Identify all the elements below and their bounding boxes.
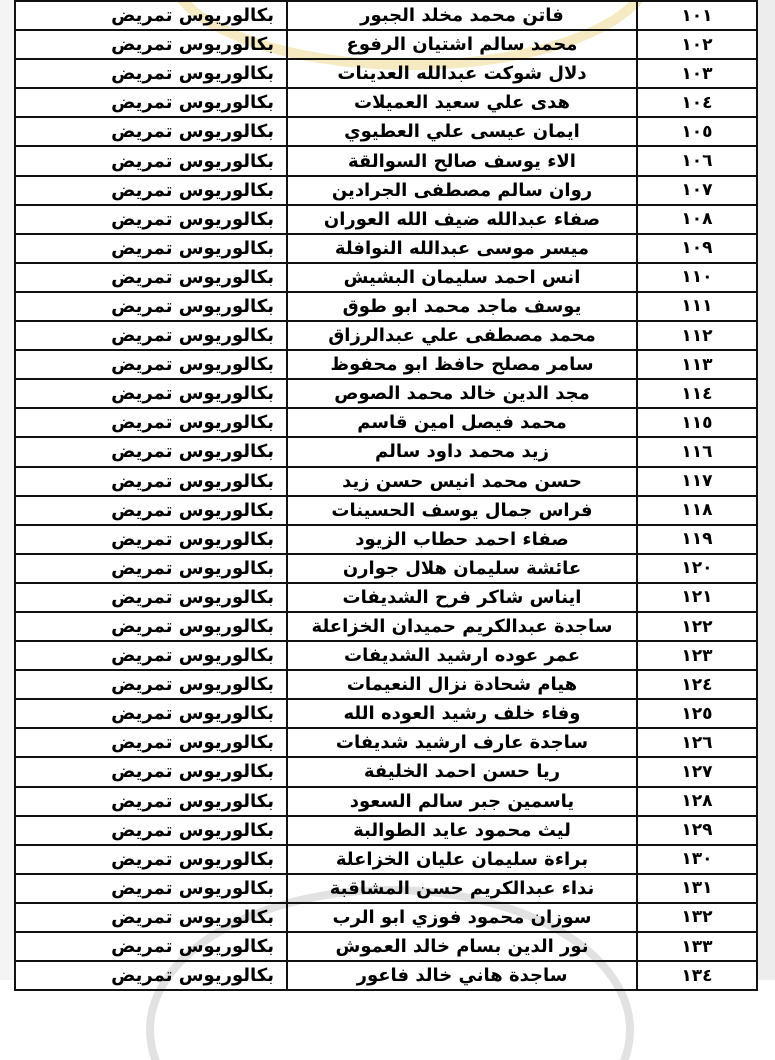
table-row	[15, 350, 757, 379]
student-name: محمد سالم اشتيان الرفوع	[287, 30, 637, 59]
row-number: ١٢٩	[637, 816, 757, 845]
student-name: الاء يوسف صالح السوالقة	[287, 146, 637, 175]
row-number: ١٠٩	[637, 234, 757, 263]
table-row	[15, 146, 757, 175]
degree-program: بكالوريوس تمريض	[15, 583, 287, 612]
table-row	[15, 205, 757, 234]
scan-right-margin	[758, 0, 775, 980]
degree-program: بكالوريوس تمريض	[15, 670, 287, 699]
table-row	[15, 263, 757, 292]
row-number: ١٢٣	[637, 641, 757, 670]
table-row	[15, 874, 757, 903]
student-name: يوسف ماجد محمد ابو طوق	[287, 292, 637, 321]
degree-program: بكالوريوس تمريض	[15, 88, 287, 117]
table-row	[15, 961, 757, 990]
student-name: ايناس شاكر فرح الشديفات	[287, 583, 637, 612]
row-number: ١١٦	[637, 437, 757, 466]
degree-program: بكالوريوس تمريض	[15, 59, 287, 88]
table-row	[15, 757, 757, 786]
row-number: ١٠٨	[637, 205, 757, 234]
row-number: ١١١	[637, 292, 757, 321]
table-row	[15, 525, 757, 554]
table-row	[15, 641, 757, 670]
student-name: محمد فيصل امين قاسم	[287, 408, 637, 437]
student-name: مجد الدين خالد محمد الصوص	[287, 379, 637, 408]
degree-program: بكالوريوس تمريض	[15, 30, 287, 59]
row-number: ١٣٠	[637, 845, 757, 874]
degree-program: بكالوريوس تمريض	[15, 816, 287, 845]
table-row	[15, 408, 757, 437]
row-number: ١٠٣	[637, 59, 757, 88]
degree-program: بكالوريوس تمريض	[15, 641, 287, 670]
student-name: عائشة سليمان هلال جوارن	[287, 554, 637, 583]
row-number: ١٠٦	[637, 146, 757, 175]
student-name: دلال شوكت عبدالله العدينات	[287, 59, 637, 88]
scan-left-margin	[0, 0, 14, 980]
student-name: زيد محمد داود سالم	[287, 437, 637, 466]
table-row	[15, 292, 757, 321]
degree-program: بكالوريوس تمريض	[15, 117, 287, 146]
table-row	[15, 932, 757, 961]
row-number: ١٢٥	[637, 699, 757, 728]
degree-program: بكالوريوس تمريض	[15, 234, 287, 263]
row-number: ١١٥	[637, 408, 757, 437]
student-name: فراس جمال يوسف الحسينات	[287, 496, 637, 525]
table-row	[15, 176, 757, 205]
table-row	[15, 1, 757, 30]
degree-program: بكالوريوس تمريض	[15, 903, 287, 932]
table-row	[15, 787, 757, 816]
degree-program: بكالوريوس تمريض	[15, 787, 287, 816]
row-number: ١٠٧	[637, 176, 757, 205]
degree-program: بكالوريوس تمريض	[15, 525, 287, 554]
student-name: حسن محمد انيس حسن زيد	[287, 467, 637, 496]
student-name: انس احمد سليمان البشيش	[287, 263, 637, 292]
student-name: عمر عوده ارشيد الشديفات	[287, 641, 637, 670]
student-name: ساجدة عبدالكريم حميدان الخزاعلة	[287, 612, 637, 641]
student-name: صفاء احمد حطاب الزيود	[287, 525, 637, 554]
degree-program: بكالوريوس تمريض	[15, 699, 287, 728]
row-number: ١١٧	[637, 467, 757, 496]
degree-program: بكالوريوس تمريض	[15, 292, 287, 321]
degree-program: بكالوريوس تمريض	[15, 146, 287, 175]
row-number: ١٣٤	[637, 961, 757, 990]
row-number: ١٢١	[637, 583, 757, 612]
degree-program: بكالوريوس تمريض	[15, 379, 287, 408]
degree-program: بكالوريوس تمريض	[15, 757, 287, 786]
table-row	[15, 88, 757, 117]
student-name: ياسمين جبر سالم السعود	[287, 787, 637, 816]
table-row	[15, 554, 757, 583]
student-name: روان سالم مصطفى الجرادين	[287, 176, 637, 205]
student-name: فاتن محمد مخلد الجبور	[287, 1, 637, 30]
table-row	[15, 379, 757, 408]
row-number: ١٢٠	[637, 554, 757, 583]
degree-program: بكالوريوس تمريض	[15, 728, 287, 757]
row-number: ١١٤	[637, 379, 757, 408]
degree-program: بكالوريوس تمريض	[15, 961, 287, 990]
row-number: ١٢٨	[637, 787, 757, 816]
row-number: ١٢٧	[637, 757, 757, 786]
row-number: ١٢٤	[637, 670, 757, 699]
student-name: ليث محمود عايد الطوالبة	[287, 816, 637, 845]
degree-program: بكالوريوس تمريض	[15, 437, 287, 466]
student-name: هدى علي سعيد العميلات	[287, 88, 637, 117]
student-name: سوزان محمود فوزي ابو الرب	[287, 903, 637, 932]
table-row	[15, 670, 757, 699]
row-number: ١١٠	[637, 263, 757, 292]
row-number: ١٢٦	[637, 728, 757, 757]
table-row	[15, 612, 757, 641]
student-name: براءة سليمان عليان الخزاعلة	[287, 845, 637, 874]
table-row	[15, 845, 757, 874]
row-number: ١٠١	[637, 1, 757, 30]
row-number: ١٠٥	[637, 117, 757, 146]
degree-program: بكالوريوس تمريض	[15, 1, 287, 30]
table-row	[15, 699, 757, 728]
student-name: ايمان عيسى علي العطيوي	[287, 117, 637, 146]
student-name: صفاء عبدالله ضيف الله العوران	[287, 205, 637, 234]
degree-program: بكالوريوس تمريض	[15, 874, 287, 903]
row-number: ١٣١	[637, 874, 757, 903]
student-name: محمد مصطفى علي عبدالرزاق	[287, 321, 637, 350]
student-name: هيام شحادة نزال النعيمات	[287, 670, 637, 699]
table-row	[15, 321, 757, 350]
degree-program: بكالوريوس تمريض	[15, 467, 287, 496]
degree-program: بكالوريوس تمريض	[15, 263, 287, 292]
table-row	[15, 437, 757, 466]
row-number: ١٠٢	[637, 30, 757, 59]
student-name: سامر مصلح حافظ ابو محفوظ	[287, 350, 637, 379]
table-row	[15, 903, 757, 932]
student-name: ميسر موسى عبدالله النوافلة	[287, 234, 637, 263]
degree-program: بكالوريوس تمريض	[15, 205, 287, 234]
row-number: ١٢٢	[637, 612, 757, 641]
row-number: ١٣٣	[637, 932, 757, 961]
table-row	[15, 583, 757, 612]
table-row	[15, 234, 757, 263]
row-number: ١٠٤	[637, 88, 757, 117]
graduates-table	[14, 0, 758, 991]
degree-program: بكالوريوس تمريض	[15, 321, 287, 350]
degree-program: بكالوريوس تمريض	[15, 408, 287, 437]
row-number: ١١٢	[637, 321, 757, 350]
row-number: ١١٨	[637, 496, 757, 525]
row-number: ١١٣	[637, 350, 757, 379]
degree-program: بكالوريوس تمريض	[15, 845, 287, 874]
row-number: ١٣٢	[637, 903, 757, 932]
degree-program: بكالوريوس تمريض	[15, 932, 287, 961]
degree-program: بكالوريوس تمريض	[15, 496, 287, 525]
student-name: وفاء خلف رشيد العوده الله	[287, 699, 637, 728]
table-row	[15, 117, 757, 146]
row-number: ١١٩	[637, 525, 757, 554]
degree-program: بكالوريوس تمريض	[15, 176, 287, 205]
degree-program: بكالوريوس تمريض	[15, 554, 287, 583]
table-row	[15, 816, 757, 845]
student-name: ساجدة عارف ارشيد شديفات	[287, 728, 637, 757]
student-name: ريا حسن احمد الخليفة	[287, 757, 637, 786]
table-row	[15, 467, 757, 496]
table-row	[15, 59, 757, 88]
table-row	[15, 496, 757, 525]
student-name: نور الدين بسام خالد العموش	[287, 932, 637, 961]
table-row	[15, 30, 757, 59]
student-name: نداء عبدالكريم حسن المشاقبة	[287, 874, 637, 903]
table-row	[15, 728, 757, 757]
student-name: ساجدة هاني خالد فاعور	[287, 961, 637, 990]
degree-program: بكالوريوس تمريض	[15, 350, 287, 379]
degree-program: بكالوريوس تمريض	[15, 612, 287, 641]
